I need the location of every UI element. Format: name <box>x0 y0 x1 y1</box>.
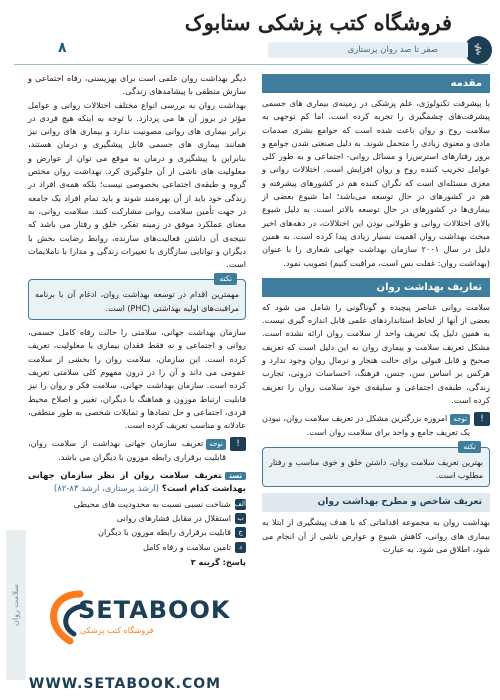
note-tag: نکته <box>458 441 481 453</box>
definitions-paragraph: سلامت روانی عناصر پیچیده و گوناگونی را شامل می شود که بعضی از آنها از لحاظ استانداردهای علمی قابل اندازه گیری نیست. به همین دلیل یک تعریف واحد از سلامت روان ارائه نشده است. مشکل تعریف سلامت و بیماری روان به این دلیل است که تعریف صحیح و قابل قبولی برای حالت هنجار و نرمال روان وجود ندارد و هرکس بر اساس سن، جنس، فرهنگ، احساسات درونی، تجارب زندگی، طبقه‌ی اجتماعی و سلیقه‌ی خود سلامت روان را تعریف کرده است. <box>262 301 490 405</box>
warning-icon: ! <box>474 412 490 426</box>
note-box-phc <box>28 274 246 320</box>
header-divider <box>14 64 488 65</box>
left-paragraph-3: سازمان بهداشت جهانی، سلامتی را حالت رفاه کامل جسمی، روانی و اجتماعی و نه فقط فقدان بیماری یا معلولیت، تعریف کرده است. این سازمان، سلامت روان را بخشی از سلامت عمومی می داند و آن را در درون مفهوم کلی سلامتی تعریف کرده است. سازمان بهداشت جهانی، سلامت فکر و روان را نیز قابلیت ارتباط موزون و هماهنگ با دیگران، تغییر و اصلاح محیط فردی، اجتماعی و حل تضادها و تمایلات شخصی به طور منطقی، عادلانه و مناسب تعریف کرده است. <box>28 327 246 431</box>
page-title: فروشگاه کتب پزشکی ستابوک <box>184 10 452 35</box>
page-number: ۸ <box>58 40 67 56</box>
callout-tag: توجه <box>206 439 226 450</box>
note-text: مهمترین اقدام در توسعه بهداشت روان، ادغام آن با برنامه مراقبت‌های اولیه بهداشتی (PHC) است. <box>35 290 239 313</box>
callout-text: تعریف سازمان جهانی بهداشت از سلامت روان، قابلیت برقراری رابطه موزون با دیگران می باشد. <box>28 438 226 462</box>
watermark-brand: SETABOOK <box>78 596 231 624</box>
option-item: الف شناخت نسبی نسبت به محدودیت های محیطی <box>73 498 246 509</box>
footer-url[interactable]: WWW.SETABOOK.COM <box>28 676 222 692</box>
option-item: د تامین سلامت و رفاه کامل <box>28 541 246 554</box>
attention-callout-who <box>28 437 246 464</box>
watermark-tagline: فروشگاه کتب پزشکی <box>80 626 154 635</box>
answer-text: پاسخ: گزینه ۳ <box>190 556 246 567</box>
right-column <box>262 72 490 556</box>
attention-callout <box>262 412 490 439</box>
note-tag: نکته <box>214 273 237 285</box>
warning-icon: ! <box>230 437 246 451</box>
question-title: تعریف سلامت روان از نظر سازمان جهانی بهداشت کدام است؟ <box>28 471 246 495</box>
test-tag: تست <box>225 472 246 480</box>
book-arc-icon <box>40 586 90 646</box>
option-item: ب استقلال در مقابل فشارهای روانی <box>28 512 246 525</box>
callout-tag: توجه <box>450 414 470 425</box>
setabook-watermark <box>30 578 231 658</box>
caduceus-logo-icon: ⚕ <box>464 36 492 64</box>
section-heading-definitions: تعاریف بهداشت روان <box>262 278 490 297</box>
indicators-paragraph: بهداشت روان به مجموعه اقداماتی که با هدف پیشگیری از ابتلا به بیماری های روانی، کاهش شیوع و عوارض ناشی از آن انجام می شود، اطلاق می شود. به عبارت <box>262 517 490 555</box>
left-column <box>28 72 246 569</box>
question-source: (ارشد پرستاری، ارشد ۸۳-۸۲) <box>53 484 159 495</box>
note-box <box>262 441 490 488</box>
test-question <box>28 470 246 569</box>
left-paragraph-1: دیگر بهداشت روان علمی است برای بهزیستی، رفاه اجتماعی و سازش منطقی با پیشامدهای زندگی. <box>28 73 246 97</box>
chapter-subtitle: صفر تا صد روان پرستاری <box>268 42 468 58</box>
callout-text: امروزه بزرگترین مشکل در تعریف سلامت روان، نبودن یک تعریف جامع و واحد برای سلامت روان است. <box>262 413 470 437</box>
section-heading-indicators: تعریف شاخص و مطرح بهداشت روان <box>262 493 490 512</box>
side-chapter-strip: سلامت روان <box>6 530 26 680</box>
left-paragraph-2: بهداشت روان به بررسی انواع مختلف اختلالات روانی و عوامل مؤثر در بروز آن ها می پردازد. با توجه به اینکه هیچ فردی در برابر بیماری های روانی مصونیت ندارد و بیماری های روانی نیز همانند بیماری های جسمی قابل پیشگیری و درمان هستند، بنابراین با پیشگیری و درمان به موقع می توان از عوارض و معلولیت های ناشی از آن جلوگیری کرد. بهداشت روان مختص گروه و طبقه‌ی اجتماعی بخصوصی نیست؛ بلکه همه‌ی افراد در زندگی خود باید از آن بهره‌مند شوند و باید تمام افراد یک جامعه در جهت تأمین سلامت روانی مشارکت کنند. سلامت روانی، به معنای عملکرد موفق در زمینه تفکر، خلق و رفتار می باشد که نتیجه‌ی آن داشتن فعالیت‌های سازنده، روابط رضایت بخش با دیگران و توانایی سازگاری با تغییرات زندگی و مدارا با ناملایمات است. <box>28 99 246 270</box>
intro-paragraph: با پیشرفت تکنولوژی، علم پزشکی در زمینه‌ی بیماری های جسمی پیشرفت‌های چشمگیری را تجربه کرده است. اما کم توجهی به سلامت روح و روان باعث شده است که جوامع بشری صدمات مادی و معنوی زیادی را متحمل شوند. به دلیل صنعتی شدن جوامع و بروز رفتارهای استرس‌زا و مسائل روانی- اجتماعی و به طور کلی عوامل تخریب کننده روح و روان افزایش است. اختلالات روانی و مغزی مسئله‌ای است که نگران کننده هم در کشورهای پیشرفته و هم در کشورهای در حال توسعه می‌باشد؛ اما شیوع بعضی از بیماری‌ها در کشورهای در حال توسعه بالاتر است. به دلیل شیوع بالای اختلالات روانی و طولانی بودن این اختلالات، در دهه‌های اخیر مبحث بهداشت روان اهمیت بسیار زیادی پیدا کرده است. به همین دلیل در سال ۲۰۰۱ سازمان بهداشت جهانی شعاری را با عنوان (بهداشت روان: غفلت بس است، مراقبت کنیم) تصویب نمود. <box>262 98 491 268</box>
section-heading-intro: مقدمه <box>262 74 490 93</box>
option-item: ج قابلیت برقراری رابطه موزون با دیگران <box>28 526 246 539</box>
note-text: بهترین تعریف سلامت روان، داشتن خلق و خوی مناسب و رفتار مطلوب است. <box>269 457 483 481</box>
